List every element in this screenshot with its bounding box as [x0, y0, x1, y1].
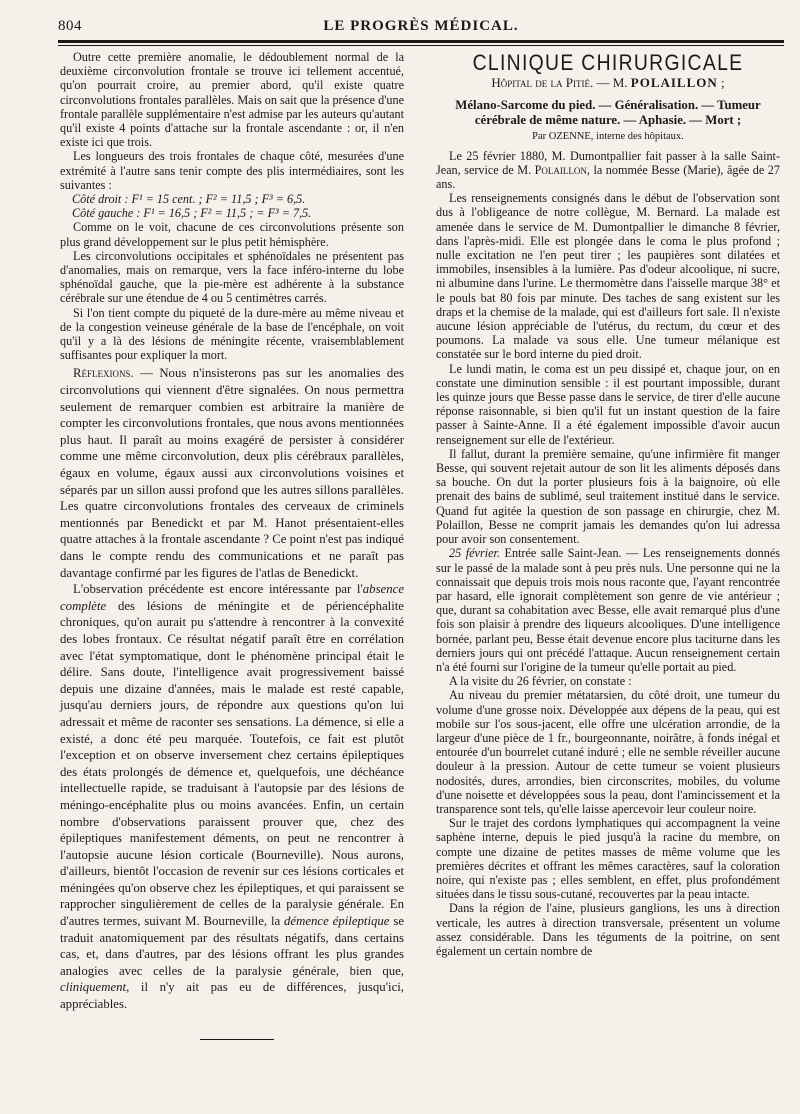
italic-run: absence complète	[60, 582, 404, 613]
page-number: 804	[58, 18, 82, 34]
paragraph: Au niveau du premier métatarsien, du côté droit, une tumeur du volume d'une grosse noix. Développée aux dépens de la peau, qui est mobile sur l'os sous-jacent, elle offre une ulcération arrondie, de la largeur d'une pièce de 1 fr., bourgeonnante, noirâtre, à fonds inégal et entourée d'un bourrelet cutané induré ; elle ne semble réveiller aucune douleur à la pression. Autour de cette tumeur se voient plusieurs nodosités, dures, arrondies, bien circonscrites, mobiles, du volume d'une noisette et développées sous la peau, dont l'amincissement et la transparence sont tels, qu'elle laisse apercevoir leur couleur noire.	[436, 688, 780, 816]
header-rule-thick	[58, 40, 784, 43]
text-run: L'observation précédente est encore intéressante par l'	[73, 582, 363, 597]
article-subject: Mélano-Sarcome du pied. — Généralisation. — Tumeur cérébrale de même nature. — Aphasie. — Mort ;	[455, 98, 761, 128]
paragraph	[436, 149, 780, 192]
paragraph: Outre cette première anomalie, le dédoublement normal de la deuxième circonvolution frontale se trouve ici tellement accentué, qu'on pourrait croire, au premier abord, qu'il existe quatre circonvolutions frontales parallèles. Mais on sait que la présence d'une frontale parallèle supplémentaire n'est admise par les auteurs qu'autant qu'il existe 4 points d'attache sur la frontale ascendante : or, il n'en existe ici que trois.	[60, 50, 405, 150]
paragraph: Si l'on tient compte du piqueté de la dure-mère au même niveau et de la congestion veineuse générale de la base de l'encéphale, on voit qu'il y a là des lésions de méningite récente, vraisemblablement suffisantes pour expliquer la mort.	[60, 305, 404, 363]
paragraph: Les longueurs des trois frontales de chaque côté, mesurées d'une extrémité à l'autre sans tenir compte des plis intermédiaires, sont les suivantes :	[60, 149, 404, 192]
hospital-line: Hôpital de la Pitié. — M. POLAILLON ;	[491, 75, 725, 91]
measure-right-side: Côté droit : F¹ = 15 cent. ; F² = 11,5 ; F³ = 6,5.	[72, 192, 306, 207]
paragraph: Comme on le voit, chacune de ces circonvolutions présente son plus grand développement sur le plus petit hémisphère.	[60, 220, 404, 249]
article-author: Par OZENNE, interne des hôpitaux.	[532, 131, 684, 143]
text-run: se traduit anatomiquement par des résultats négatifs, dans certains cas, et, dans d'autres, par des lésions offrant les plus grandes analogies avec celles de la paralysie générale, bien que,	[60, 914, 405, 978]
reflexions-text: — Nous n'insisterons pas sur les anomalies des circonvolutions qui viennent d'être signalées. On nous permettra seulement de remarquer combien est arbitraire la manière de compter les circonvolutions frontales, que nous avons mentionnées plus haut. Il paraît au moins exagéré de persister à considérer comme une même circonvolution, deux plis cérébraux parallèles, égaux en volume, égaux aussi aux circonvolutions voisines et séparés par un sillon aussi profond que les autres sillons parallèles. Les quatre circonvolutions frontales des cerveaux de criminels mentionnés par Benedickt et par M. Hanot présentaient-elles quatre attaches à la frontale ascendante ? Ce point n'est pas indiqué dans le compte rendu des communications et ne paraît pas davantage confirmé par les figures de l'atlas de Benedickt.	[60, 366, 404, 580]
italic-run: cliniquement	[60, 980, 127, 995]
text-run: , il n'y ait pas eu de différences, jusqu'ici, appréciables.	[60, 980, 404, 1012]
paragraph: Le lundi matin, le coma est un peu dissipé et, chaque jour, on en constate une diminution sensible : il est pourtant impossible, durant les quinze jours que Besse passe dans le service, de tirer d'elle aucune réponse raisonnable, si bien qu'il fut un instant question de la faire passer à Sainte-Anne. Il a été également impossible d'avoir aucun renseignement sur elle de l'extérieur.	[436, 361, 780, 447]
header-rule-thin	[58, 45, 784, 46]
surgeon-ref: Polaillon	[534, 162, 587, 177]
measure-left-side: Côté gauche : F¹ = 16,5 ; F² = 11,5 ; = F³ = 7,5.	[72, 206, 312, 221]
paragraph: Les renseignements consignés dans le début de l'observation sont dus à l'obligeance de notre collègue, M. Bernard. La malade est amenée dans le service de M. Dumontpallier le dimanche 8 février, dans l'après-midi. Elle est plongée dans le coma le plus profond ; nulle excitation ne l'en peut tirer ; les paupières sont dilatées et immobiles, insensibles à la lumière. Pas d'odeur alcoolique, ni sucre, ni albumine dans l'urine. Le thermomètre dans l'aisselle marque 38° et le pouls bat 80 fois par minute. Des taches de sang existent sur les draps et la chemise de la malade, qui est d'ailleurs fort sale. Il n'existe aucune lésion appréciable de l'utérus, du rectum, du cœur et des poumons. La malade va sous elle. Une tumeur mélanique est constatée sur le bord interne du pied droit.	[436, 191, 780, 362]
text-run: , la nommée Besse (Marie), âgée de 27 ans.	[436, 162, 780, 192]
date-run: 25 février.	[449, 546, 500, 561]
paragraph	[436, 546, 780, 674]
paragraph: Sur le trajet des cordons lymphatiques qui accompagnent la veine saphène interne, depuis le pied jusqu'à la racine du membre, on compte une dizaine de petites masses de même volume que les premières décrites et offrant les mêmes caractères, sauf la coloration noire, qui n'existe pas ; elles semblent, en effet, plus profondément situées dans le tissu sous-cutané, recouvertes par la peau intacte.	[436, 816, 780, 902]
italic-run: démence épileptique	[284, 914, 390, 929]
hospital-name: Hôpital de la Pitié. — M.	[491, 75, 631, 91]
text-run: Entrée salle Saint-Jean. — Les renseignements donnés sur le passé de la malade sont à peu près nuls. Une personne qui ne la connaissait que depuis trois mois nous raconte que, l'ayant rencontrée par hasard, elle ignorait complètement son genre de vie antérieur ; que, durant sa cohabitation avec Besse, elle avait remarqué plus d'une fois son plaisir à prendre des liqueurs alcooliques. D'une intelligence bornée, parlant peu, Besse était devenue encore plus taciturne dans les derniers jours qui ont précédé l'attaque. Aucun renseignement certain n'a été fourni sur l'origine de la tumeur qu'elle portait au pied.	[436, 546, 780, 674]
journal-title: LE PROGRÈS MÉDICAL.	[323, 18, 519, 34]
section-title: CLINIQUE CHIRURGICALE	[472, 50, 744, 75]
right-column	[436, 50, 780, 958]
text-run: Le 25 février 1880, M. Dumontpallier fait passer à la salle Saint-Jean, service de M.	[436, 148, 780, 177]
paragraph: Dans la région de l'aine, plusieurs ganglions, les uns à direction verticale, les autres à direction transversale, présentent un volume assez considérable. Dans les téguments de la poitrine, on sent également un certain nombre de	[436, 901, 780, 958]
paragraph: Il fallut, durant la première semaine, qu'une infirmière fit manger Besse, qui souvent rejetait autour de son lit les aliments déposés dans sa bouche. On dut la porter plusieurs fois à la baignoire, où elle prenait des bains de sublimé, seul traitement institué dans le service. Quand fut agitée la question de son passage en chirurgie, chez M. Polaillon, Besse ne comprit jamais les demandes qu'on lui adressa pour avoir son consentement.	[436, 446, 780, 547]
left-column	[60, 50, 404, 1013]
observation-paragraph	[60, 581, 404, 1012]
surgeon-name: POLAILLON	[630, 75, 718, 91]
text-run: des lésions de méningite et de périencéphalite chroniques, qu'on aurait pu s'attendre à rencontrer à la convexité des lobes frontaux. Ce résultat négatif paraît être en corrélation avec l'état symptomatique, dont le phénomène principal était le délire. Sans doute, l'intelligence avait progressivement baissé depuis une dizaine d'années, mais le malade est resté capable, jusqu'au derniers jours, de répondre aux questions qu'on lui adressait et même de raconter ses sensations. La démence, si elle a existé, a donc été peu marquée. Toutefois, ce fait est plutôt l'exception et on observe inversement chez certains épileptiques des états prolongés de démence et, quelquefois, une déchéance intellectuelle rapide, se traduisant à l'autopsie par des lésions de méningo-encéphalite plus ou moins avancées. Enfin, un certain nombre d'observations paraissent prouver que, chez des épileptiques manifestement déments, on peut ne rencontrer à l'autopsie aucune lésion corticale (Bourneville). Nous aurons, d'ailleurs, bientôt l'occasion de revenir sur ces lésions corticales et méningées qu'on observe chez les épileptiques, et qui paraissent se rapprocher singulièrement de celles de la paralysie générale. En d'autres termes, suivant M. Bourneville, la	[60, 598, 404, 929]
paragraph: Les circonvolutions occipitales et sphénoïdales ne présentent pas d'anomalies, mais on remarque, vers la face inféro-interne du lobe sphénoïdal gauche, que la pie-mère est adhérente à la substance cérébrale sur une étendue de 4 ou 5 centimètres carrés.	[60, 248, 404, 306]
paragraph: A la visite du 26 février, on constate :	[449, 674, 632, 689]
page-header	[58, 14, 784, 38]
end-rule	[200, 1039, 274, 1040]
reflexions-label: Réflexions.	[73, 366, 134, 381]
reflexions-paragraph	[60, 365, 404, 581]
